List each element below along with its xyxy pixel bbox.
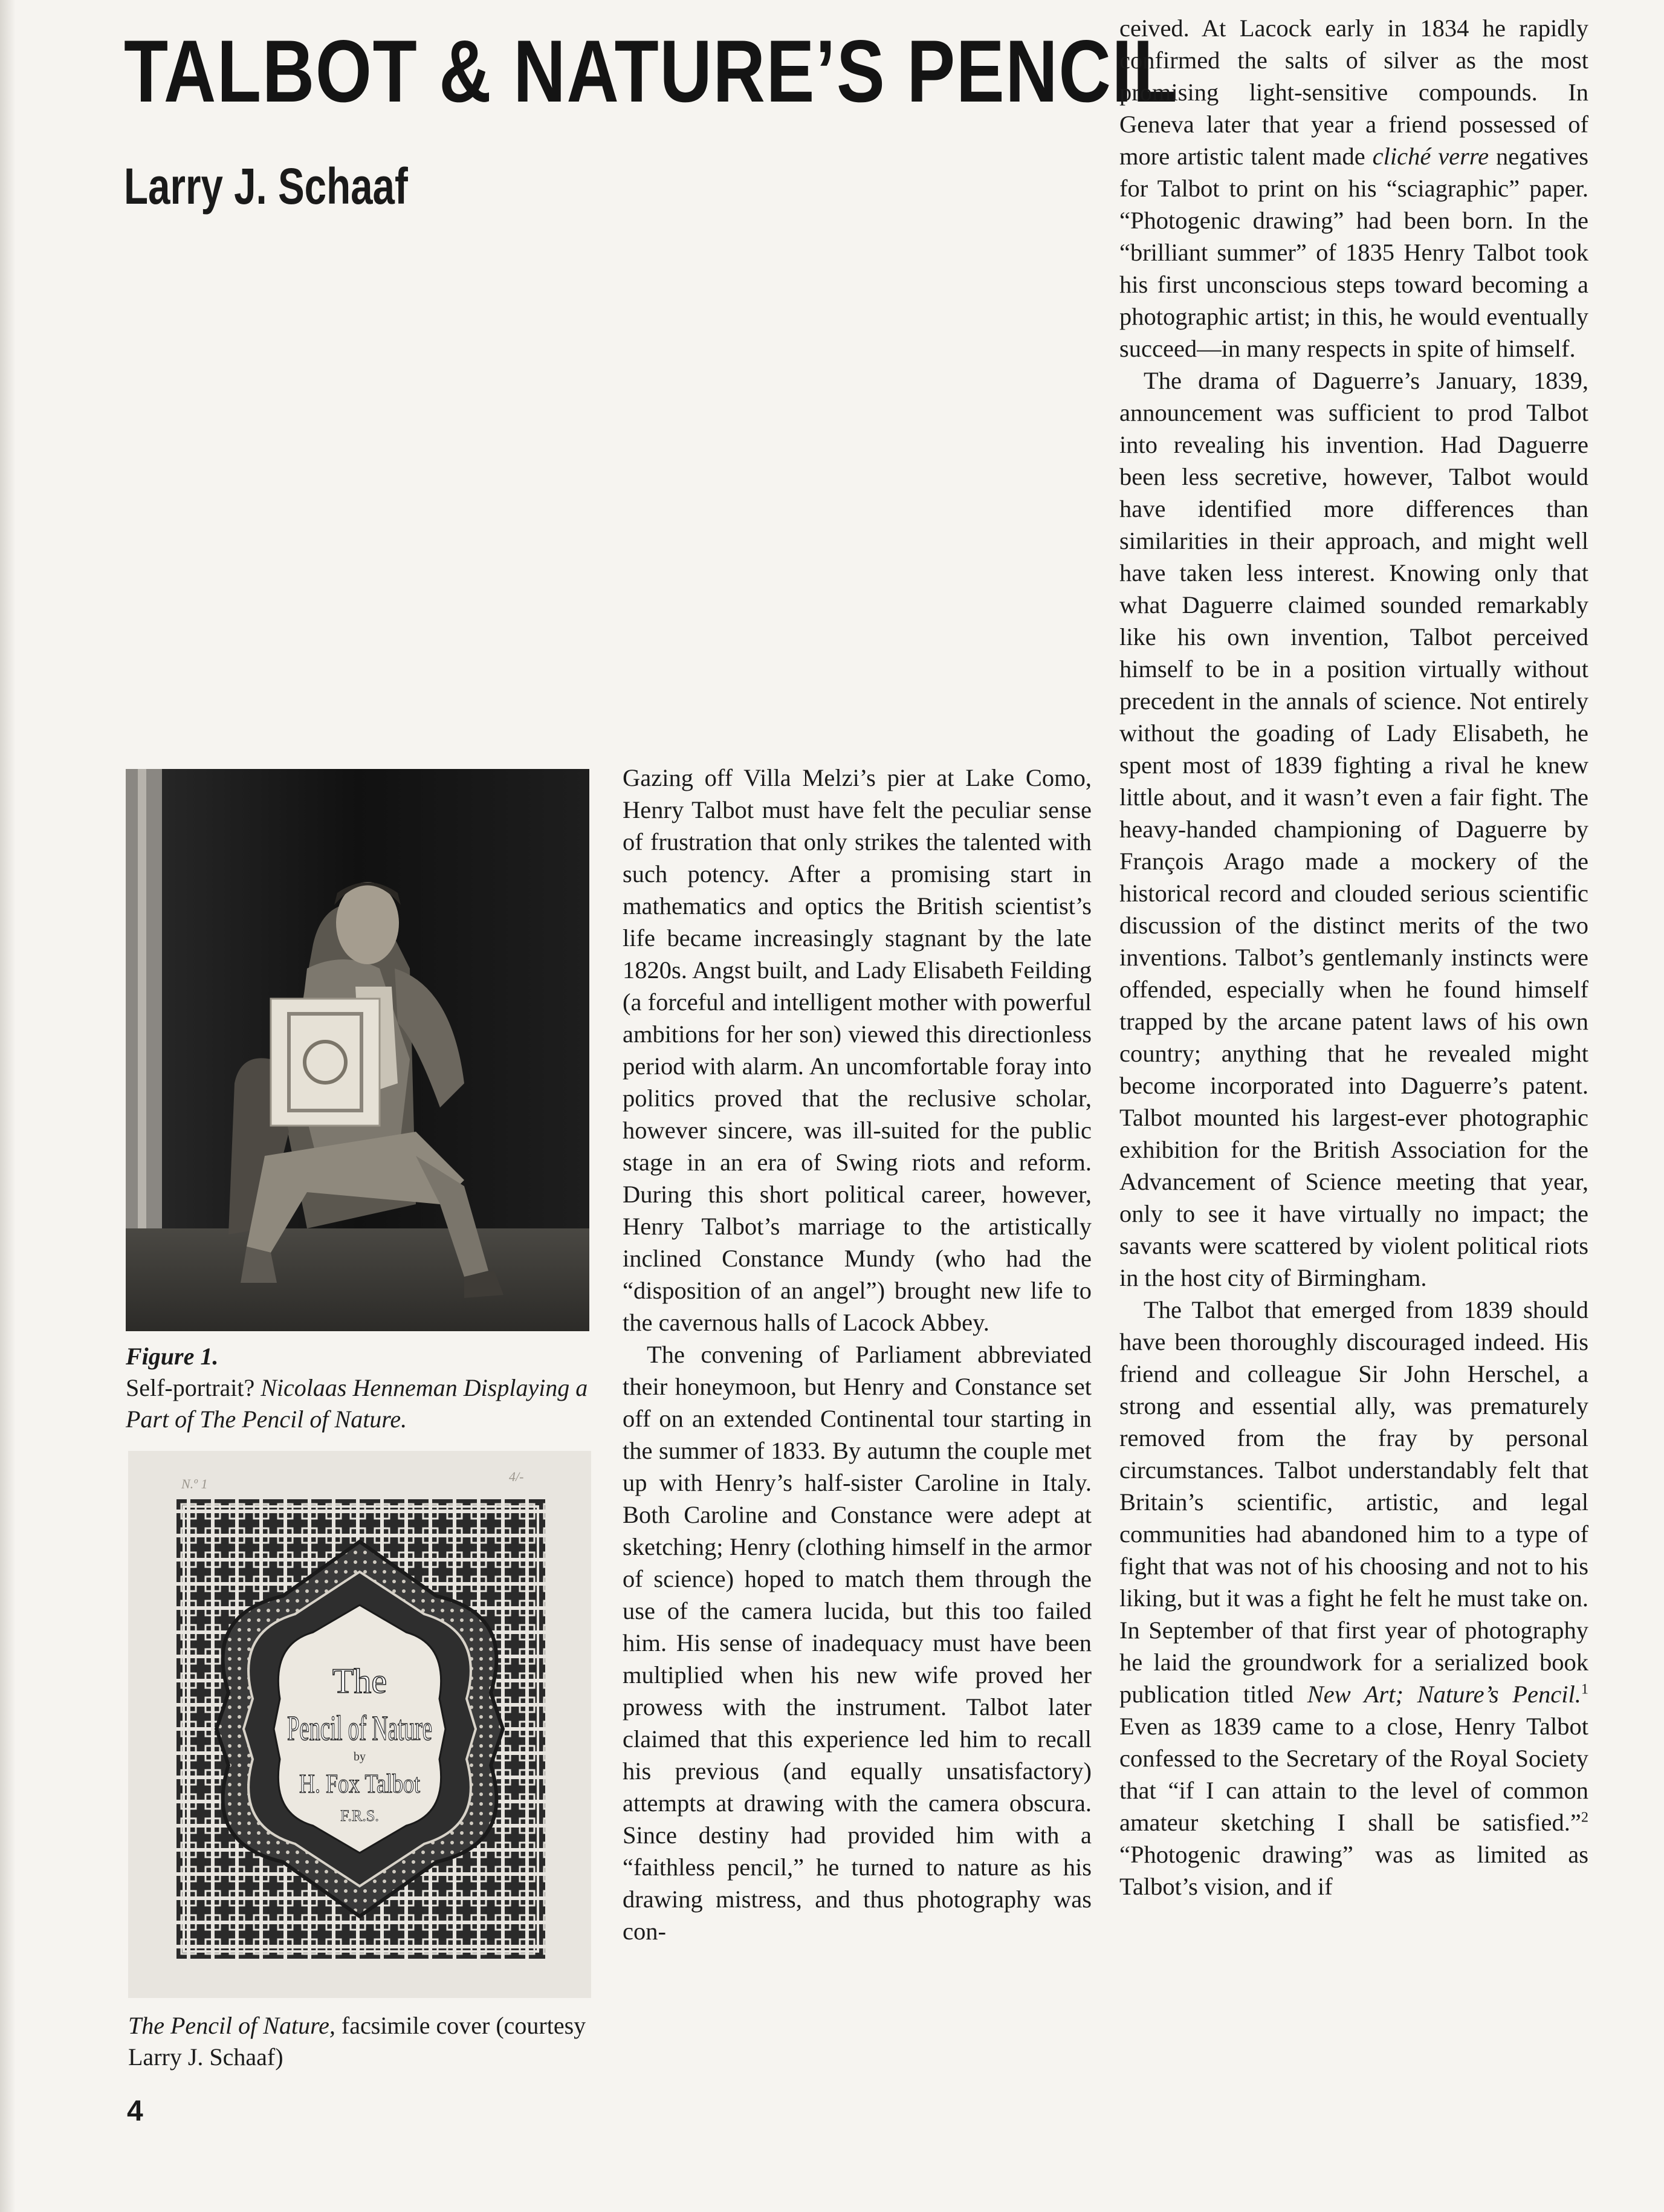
article-author: Larry J. Schaaf xyxy=(124,158,408,215)
ornamental-cover-illustration xyxy=(128,1451,591,1998)
figure-2-caption-plain: facsimile cover (courtesy Larry J. Schaaf) xyxy=(128,2012,586,2071)
body-column-3 xyxy=(1119,12,1588,1902)
paragraph-daguerre-announcement: The drama of Daguerre’s January, 1839, announcement was sufficient to prod Talbot into revealing his invention. Had Daguerre been less secretive, however, Talbot would have identified more differences than similarities in their approach, and might well have taken less interest. Knowing only that what Daguerre claimed sounded remarkably like his own invention, Talbot perceived himself to be in a position virtually without precedent in the annals of science. Not entirely without the goading of Lady Elisabeth, he spent most of 1839 fighting a rival he knew little about, and it wasn’t even a fair fight. The heavy-handed championing of Daguerre by François Arago made a mockery of the historical record and clouded serious scientific discussion of the distinct merits of the two inventions. Talbot’s gentlemanly instincts were offended, especially when he found himself trapped by the arcane patent laws of his own country; anything that he revealed might become incorporated into Daguerre’s patent. Talbot mounted his largest-ever photographic exhibition for the British Association for the Advancement of Science meeting that year, only to see it have virtually no impact; the savants were scattered by violent political riots in the host city of Birmingham. xyxy=(1119,367,1588,1291)
page-edge xyxy=(0,0,16,2212)
paragraph-talbot-emerged xyxy=(1119,1294,1588,1902)
footnote-ref-1[interactable]: 1 xyxy=(1581,1681,1588,1698)
cover-fox-talbot: H. Fox Talbot xyxy=(299,1769,420,1798)
figure-2-caption xyxy=(128,2010,600,2073)
cover-number-mark: N.º 1 xyxy=(181,1476,208,1491)
cover-pencil-of-nature: Pencil of Nature xyxy=(287,1708,432,1748)
figure-1-photograph xyxy=(126,769,589,1331)
figure-1-caption-italic: Nicolaas Henneman Displaying a Part of The Pencil of Nature. xyxy=(126,1374,588,1433)
figure-1-label: Figure 1. xyxy=(126,1343,219,1370)
paragraph-3a-text: ceived. At Lacock early in 1834 he rapidly confirmed the salts of silver as the most promising light-sensitive compounds. In Geneva later that year a friend possessed of more artistic talent made xyxy=(1119,15,1588,170)
cover-price-mark: 4/- xyxy=(509,1469,524,1484)
seated-man-photo-illustration xyxy=(126,769,589,1331)
cover-frs: F.R.S. xyxy=(340,1807,379,1824)
paragraph-continental-tour: The convening of Parliament abbreviated their honeymoon, but Henry and Constance set off on an extended Continental tour starting in the summer of 1833. By autumn the couple met up with Henry’s half-sister Caroline in Italy. Both Caroline and Constance were adept at sketching; Henry (clothing himself in the armor of science) hoped to match them through the use of the camera lucida, but this too failed him. His sense of inadequacy must have been multiplied when his new wife proved her prowess with the instrument. Talbot later claimed that this experience led him to recall his previous (and equally unsatisfactory) attempts at drawing with the camera obscura. Since destiny had provided him with a “faithless pencil,” he turned to nature as his drawing mistress, and thus photography was con- xyxy=(623,1341,1092,1945)
figure-2-caption-italic: The Pencil of Nature, xyxy=(128,2012,335,2039)
figure-1-caption-plain: Self-portrait? xyxy=(126,1374,261,1401)
paragraph-photogenic-drawing xyxy=(1119,12,1588,365)
cliche-verre-term: cliché verre xyxy=(1372,143,1489,170)
page-number: 4 xyxy=(127,2095,143,2127)
cover-by: by xyxy=(354,1750,366,1763)
paragraph-villa-melzi: Gazing off Villa Melzi’s pier at Lake Como, Henry Talbot must have felt the peculiar sense of frustration that only strikes the talented with such potency. After a promising start in mathematics and optics the British scientist’s life became increasingly stagnant by the late 1820s. Angst built, and Lady Elisabeth Feilding (a forceful and intelligent mother with powerful ambitions for her son) viewed this directionless period with alarm. An uncomfortable foray into politics proved that the reclusive scholar, however sincere, was ill-suited for the public stage in an era of Swing riots and reform. During this short political career, however, Henry Talbot’s marriage to the artistically inclined Constance Mundy (who had the “disposition of an angel”) brought new life to the cavernous halls of Lacock Abbey. xyxy=(623,764,1092,1336)
figure-2-cover-facsimile xyxy=(128,1451,591,1998)
article-title: TALBOT & NATURE’S PENCIL xyxy=(124,22,1179,120)
cover-the: The xyxy=(332,1661,387,1701)
figure-1-caption xyxy=(126,1341,597,1435)
paragraph-3a-text-end: negatives for Talbot to print on his “sciagraphic” paper. “Photogenic drawing” had been born. In the “brilliant summer” of 1835 Henry Talbot took his first unconscious steps toward becoming a photographic artist; in this, he would eventually succeed—in many respects in spite of himself. xyxy=(1119,143,1588,362)
paragraph-3c-text: The Talbot that emerged from 1839 should have been thoroughly discouraged indeed. His friend and colleague Sir John Herschel, a strong and essential ally, was prematurely removed from the fray by personal circumstances. Talbot understandably felt that Britain’s scientific, artistic, and legal communities had abandoned him to a type of fight that was not of his choosing and not to his liking, but it was a fight he felt he must take on. In September of that first year of photography he laid the groundwork for a serialized book publication titled xyxy=(1119,1296,1588,1708)
body-column-2 xyxy=(623,762,1092,1947)
book-title-new-art: New Art; Nature’s Pencil. xyxy=(1307,1681,1581,1708)
paragraph-3c-text-mid: Even as 1839 came to a close, Henry Talbot confessed to the Secretary of the Royal Society that “if I can attain to the level of common amateur sketching I shall be satisfied.” xyxy=(1119,1713,1588,1836)
paragraph-3c-text-end: “Photogenic drawing” was as limited as Talbot’s vision, and if xyxy=(1119,1841,1588,1900)
footnote-ref-2[interactable]: 2 xyxy=(1581,1809,1588,1826)
